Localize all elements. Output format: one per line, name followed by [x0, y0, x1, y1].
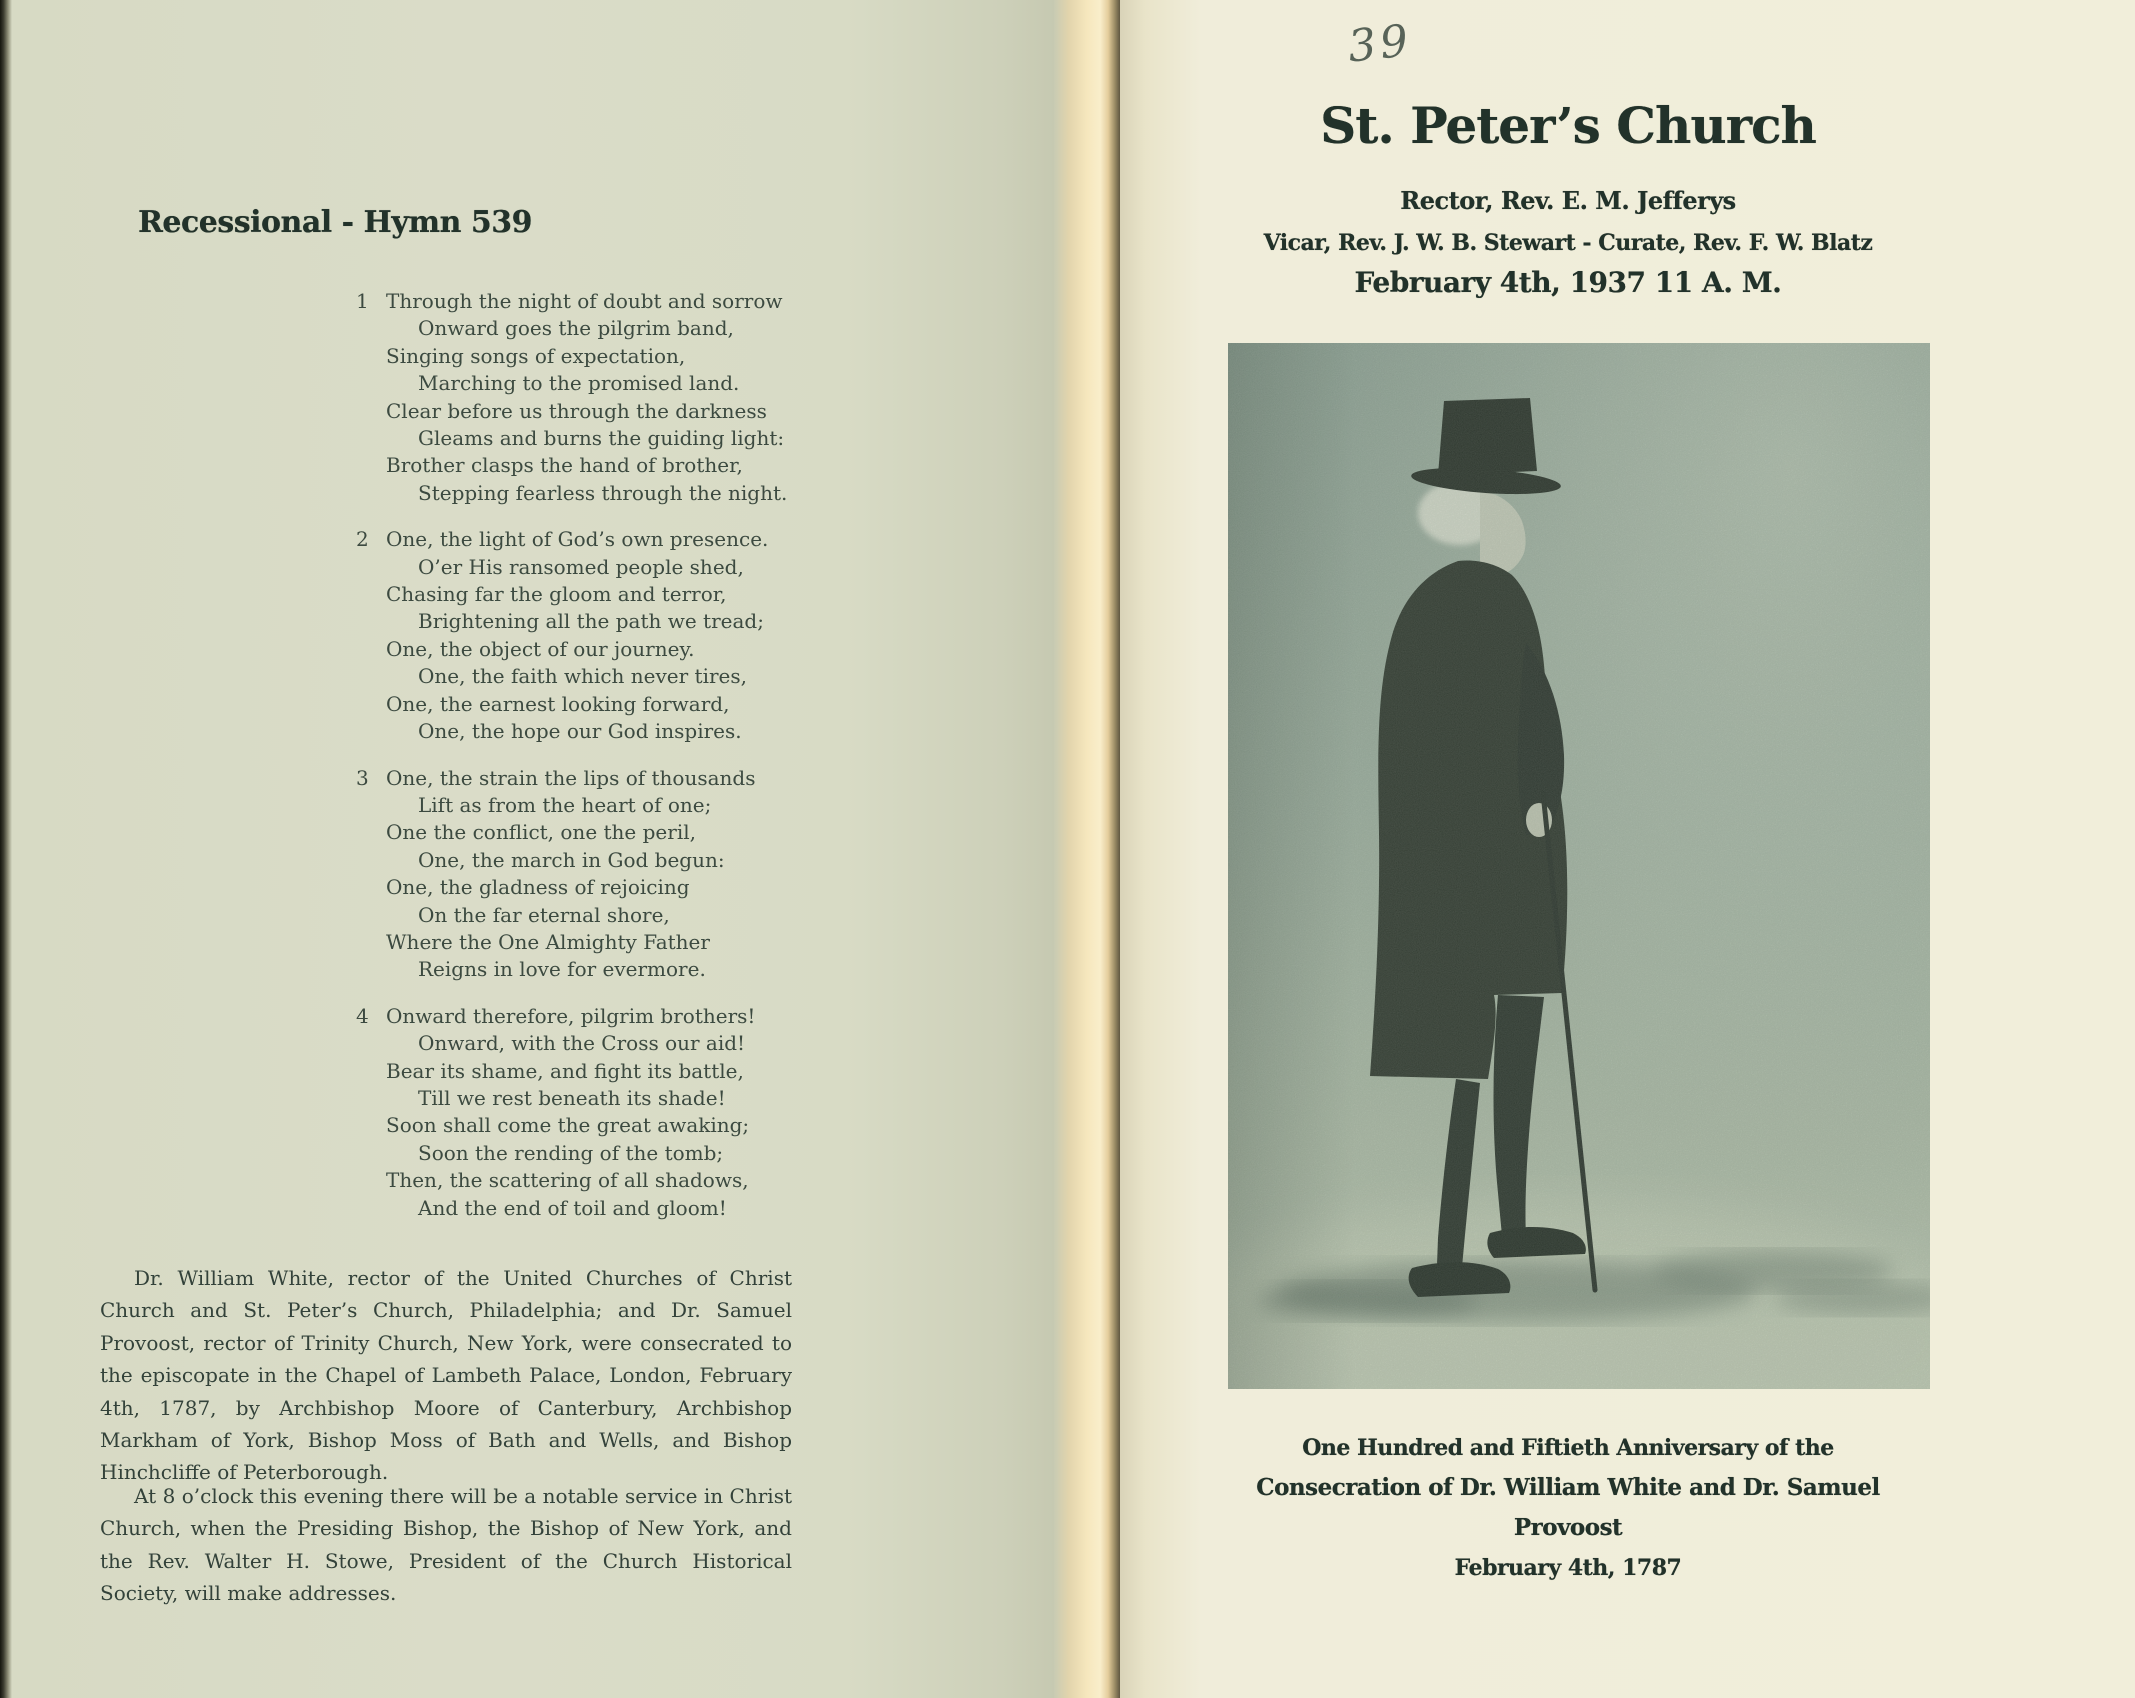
hymn-line: On the far eternal shore,: [418, 902, 670, 927]
hymn-line: Soon shall come the great awaking;: [386, 1113, 750, 1138]
hymn-line: Bear its shame, and fight its battle,: [386, 1058, 744, 1083]
stanza-number: 3: [356, 765, 369, 790]
hymn-line: One, the gladness of rejoicing: [386, 875, 690, 900]
hymn-line: Onward, with the Cross our aid!: [418, 1031, 746, 1056]
hymn-line: Till we rest beneath its shade!: [418, 1085, 726, 1110]
church-name-title: St. Peter’s Church: [1320, 96, 1816, 155]
hymn-text-block: [356, 288, 836, 1241]
hymn-line: [356, 526, 836, 553]
hymn-stanza-4: [356, 1003, 836, 1222]
hymn-line-text: Onward therefore, pilgrim brothers!: [386, 1003, 756, 1028]
hymn-line-text: Through the night of doubt and sorrow: [386, 289, 783, 313]
handwritten-page-number: 39: [1345, 15, 1415, 73]
caption-line: February 4th, 1787: [1454, 1555, 1682, 1581]
book-gutter: [1054, 0, 1120, 1698]
caption-line: Consecration of Dr. William White and Dr. Samuel Provoost: [1256, 1474, 1880, 1541]
hymn-line: Reigns in love for evermore.: [418, 957, 706, 982]
hymn-line: One the conflict, one the peril,: [386, 820, 696, 845]
hymn-line: Marching to the promised land.: [418, 371, 740, 396]
consecration-history-paragraph: Dr. William White, rector of the United Churches of Christ Church and St. Peter’s Church, Philadelphia; and Dr. Samuel Provoost, rector of Trinity Church, New York, were consecrated to the episcopate in the Chapel of Lambeth Palace, London, February 4th, 1787, by Archbishop Moore of Canterbury, Archbishop Markham of York, Bishop Moss of Bath and Wells, and Bishop Hinchcliffe of Peterborough.: [100, 1266, 792, 1485]
hymn-line: Brightening all the path we tread;: [418, 609, 764, 634]
hymn-line: [356, 765, 836, 792]
hymn-stanza-2: [356, 526, 836, 745]
vicar-curate-line: Vicar, Rev. J. W. B. Stewart - Curate, Rev. F. W. Blatz: [1263, 230, 1873, 256]
hymn-line: Singing songs of expectation,: [386, 343, 686, 368]
hymn-line: Gleams and burns the guiding light:: [418, 426, 785, 451]
caption-line: One Hundred and Fiftieth Anniversary of the: [1302, 1435, 1834, 1461]
book-left-edge: [0, 0, 12, 1698]
hymn-line: Stepping fearless through the night.: [418, 480, 788, 505]
hymn-line: Then, the scattering of all shadows,: [386, 1168, 749, 1193]
hymn-line: Where the One Almighty Father: [386, 929, 710, 954]
stanza-number: 4: [356, 1003, 369, 1028]
hymn-line: Lift as from the heart of one;: [418, 792, 712, 817]
photo-caption: [1206, 1428, 1930, 1588]
hymn-line: And the end of toil and gloom!: [418, 1195, 727, 1220]
hymn-line: One, the faith which never tires,: [418, 664, 747, 689]
hymn-line-text: One, the light of God’s own presence.: [386, 527, 769, 552]
hymn-line: One, the march in God begun:: [418, 847, 725, 872]
stanza-number: 1: [356, 289, 369, 313]
hymn-line: [356, 1003, 836, 1030]
hymn-line: One, the hope our God inspires.: [418, 719, 742, 744]
hymn-line: Clear before us through the darkness: [386, 398, 767, 423]
rector-line: Rector, Rev. E. M. Jefferys: [1400, 186, 1736, 215]
service-date-line: February 4th, 1937 11 A. M.: [1354, 266, 1782, 299]
hymn-line: Brother clasps the hand of brother,: [386, 453, 743, 478]
hymn-stanza-3: [356, 765, 836, 984]
hymn-line: O’er His ransomed people shed,: [418, 554, 744, 579]
recessional-heading: Recessional - Hymn 539: [138, 205, 532, 240]
hymn-line: [356, 288, 836, 315]
hymn-line-text: One, the strain the lips of thousands: [386, 765, 756, 790]
stanza-number: 2: [356, 527, 369, 552]
hymn-line: One, the object of our journey.: [386, 636, 695, 661]
portrait-photo: [1228, 343, 1930, 1389]
hymn-stanza-1: [356, 288, 836, 507]
hymn-line: Onward goes the pilgrim band,: [418, 316, 734, 341]
evening-service-paragraph: At 8 o’clock this evening there will be a notable service in Christ Church, when the Presiding Bishop, the Bishop of New York, and the Rev. Walter H. Stowe, President of the Church Historical Society, will make addresses.: [100, 1484, 792, 1606]
hymn-line: One, the earnest looking forward,: [386, 691, 730, 716]
hymn-line: Soon the rending of the tomb;: [418, 1140, 724, 1165]
hymn-line: Chasing far the gloom and terror,: [386, 582, 727, 607]
